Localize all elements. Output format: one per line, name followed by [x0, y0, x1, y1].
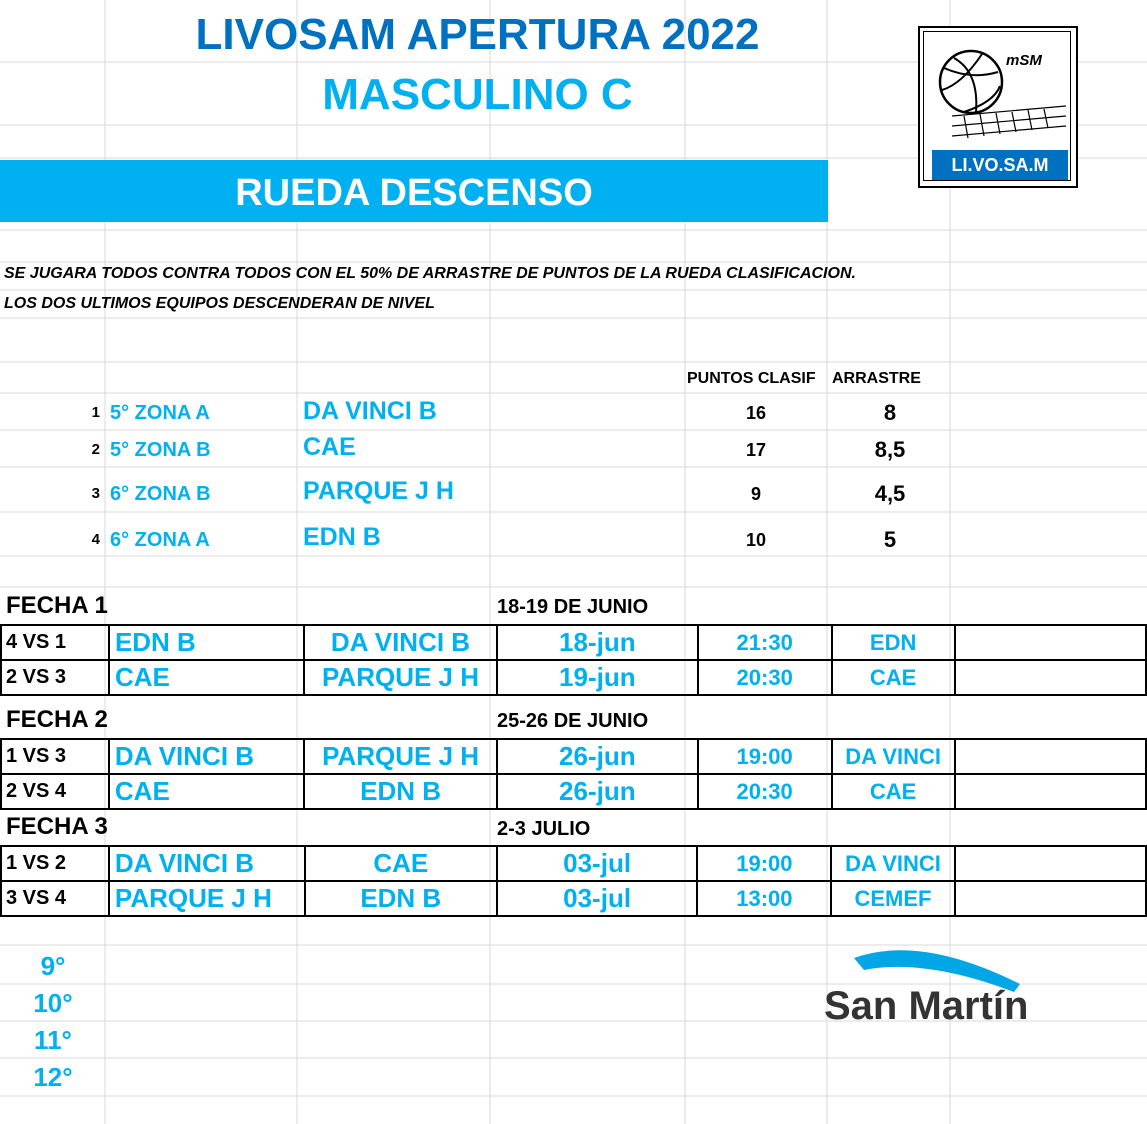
zona-label: 5° ZONA B	[110, 439, 211, 461]
match-vs: 3 VS 4	[1, 881, 109, 916]
row-number: 1	[91, 404, 100, 421]
match-row	[1, 846, 1146, 881]
logo-label: LI.VO.SA.M	[932, 150, 1068, 180]
position-label: 9°	[40, 951, 66, 981]
match-home: EDN B	[109, 625, 304, 660]
puntos-value: 10	[745, 530, 767, 550]
match-venue: CAE	[832, 774, 955, 809]
col-header-arrastre: ARRASTRE	[832, 370, 921, 387]
empty-cell	[955, 846, 1146, 881]
logo-tag: mSM	[1006, 52, 1042, 69]
match-away: EDN B	[304, 774, 497, 809]
match-row	[1, 881, 1146, 916]
fecha-dates: 25-26 DE JUNIO	[497, 710, 649, 732]
fecha-label: FECHA 1	[6, 592, 108, 619]
match-day: 18-jun	[497, 625, 698, 660]
match-venue: CAE	[832, 660, 955, 695]
position-label: 12°	[33, 1062, 73, 1092]
match-day: 03-jul	[497, 846, 698, 881]
sponsor-name: San Martín	[824, 984, 1029, 1028]
page-title: LIVOSAM APERTURA 2022	[195, 10, 760, 59]
zona-label: 5° ZONA A	[110, 402, 210, 424]
match-home: DA VINCI B	[109, 846, 305, 881]
match-time: 20:30	[698, 660, 832, 695]
col-header-puntos: PUNTOS CLASIF	[687, 370, 816, 387]
match-venue: EDN	[832, 625, 955, 660]
fecha-1-table	[0, 624, 1147, 696]
puntos-value: 17	[745, 440, 767, 460]
empty-cell	[955, 625, 1146, 660]
empty-cell	[955, 881, 1146, 916]
match-time: 13:00	[697, 881, 831, 916]
match-row	[1, 774, 1146, 809]
match-day: 26-jun	[497, 774, 698, 809]
match-away: EDN B	[305, 881, 497, 916]
position-label: 11°	[34, 1025, 72, 1055]
note-line-2: LOS DOS ULTIMOS EQUIPOS DESCENDERAN DE NIVEL	[4, 295, 435, 312]
livosam-logo	[918, 26, 1078, 188]
team-name: DA VINCI B	[303, 397, 437, 425]
team-name: EDN B	[303, 523, 381, 551]
match-vs: 2 VS 4	[1, 774, 109, 809]
banner-text: RUEDA DESCENSO	[235, 172, 593, 214]
match-time: 19:00	[698, 739, 832, 774]
fecha-3-table	[0, 845, 1147, 917]
fecha-label: FECHA 3	[6, 813, 108, 840]
match-day: 26-jun	[497, 739, 698, 774]
row-number: 2	[91, 441, 100, 458]
zona-label: 6° ZONA A	[110, 529, 210, 551]
match-away: CAE	[305, 846, 497, 881]
match-away: DA VINCI B	[304, 625, 497, 660]
arrastre-value: 5	[883, 527, 897, 552]
match-home: CAE	[109, 774, 304, 809]
match-home: PARQUE J H	[109, 881, 305, 916]
team-name: CAE	[303, 433, 356, 461]
page-subtitle: MASCULINO C	[322, 70, 633, 119]
empty-cell	[955, 739, 1146, 774]
match-row	[1, 625, 1146, 660]
empty-cell	[955, 774, 1146, 809]
puntos-value: 9	[750, 484, 761, 504]
puntos-value: 16	[745, 403, 767, 423]
volleyball-icon	[924, 32, 1070, 147]
arrastre-value: 8	[883, 400, 897, 425]
fecha-dates: 18-19 DE JUNIO	[497, 596, 649, 618]
arrastre-value: 8,5	[874, 437, 906, 462]
match-time: 21:30	[698, 625, 832, 660]
match-time: 19:00	[697, 846, 831, 881]
match-venue: CEMEF	[831, 881, 954, 916]
note-line-1: SE JUGARA TODOS CONTRA TODOS CON EL 50% DE ARRASTRE DE PUNTOS DE LA RUEDA CLASIFICACION.	[4, 265, 856, 282]
match-vs: 4 VS 1	[1, 625, 109, 660]
zona-label: 6° ZONA B	[110, 483, 211, 505]
san-martin-logo	[820, 940, 1060, 1040]
team-name: PARQUE J H	[303, 477, 454, 505]
match-venue: DA VINCI	[831, 846, 954, 881]
fecha-dates: 2-3 JULIO	[497, 818, 591, 840]
arrastre-value: 4,5	[874, 481, 906, 506]
match-time: 20:30	[698, 774, 832, 809]
position-label: 10°	[33, 988, 73, 1018]
match-away: PARQUE J H	[304, 739, 497, 774]
match-away: PARQUE J H	[304, 660, 497, 695]
section-banner	[0, 160, 828, 222]
match-vs: 1 VS 2	[1, 846, 109, 881]
row-number: 4	[91, 531, 100, 548]
fecha-label: FECHA 2	[6, 706, 108, 733]
match-home: CAE	[109, 660, 304, 695]
row-number: 3	[91, 485, 100, 502]
match-vs: 2 VS 3	[1, 660, 109, 695]
match-row	[1, 660, 1146, 695]
match-vs: 1 VS 3	[1, 739, 109, 774]
empty-cell	[955, 660, 1146, 695]
match-home: DA VINCI B	[109, 739, 304, 774]
match-day: 19-jun	[497, 660, 698, 695]
match-venue: DA VINCI	[832, 739, 955, 774]
match-row	[1, 739, 1146, 774]
fecha-2-table	[0, 738, 1147, 810]
match-day: 03-jul	[497, 881, 698, 916]
